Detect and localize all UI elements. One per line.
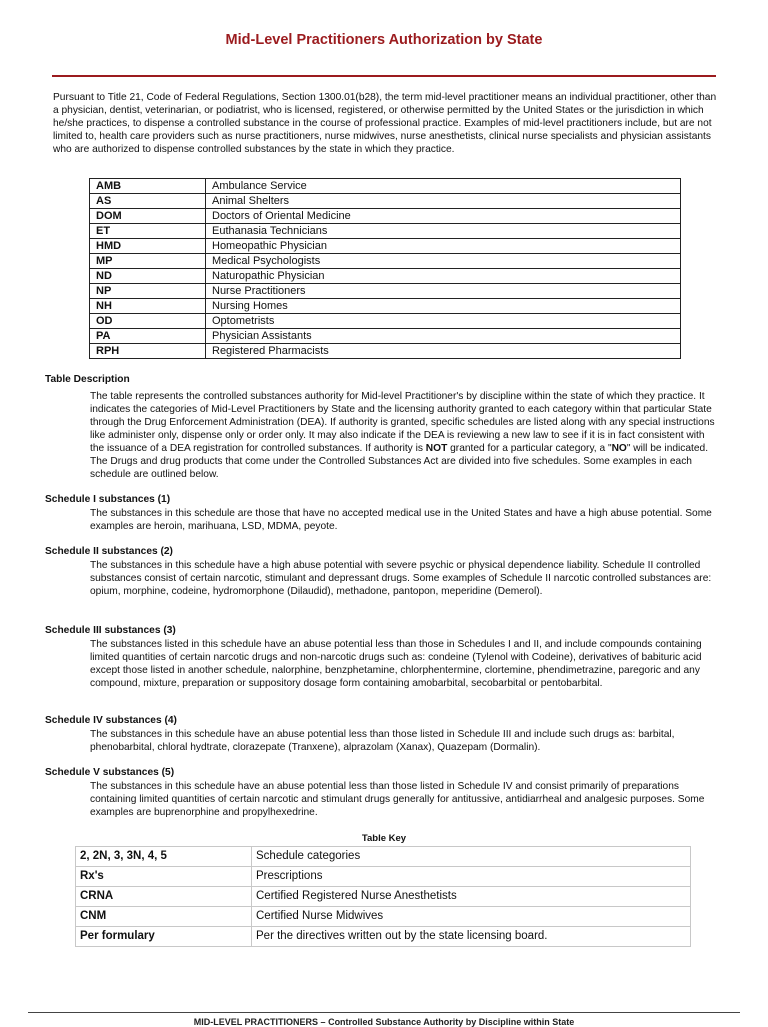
key-code: Rx's [76, 867, 252, 887]
key-meaning: Per the directives written out by the state licensing board. [252, 927, 691, 947]
table-key-title: Table Key [361, 833, 407, 844]
table-row [90, 209, 681, 224]
abbr-code: NP [90, 284, 206, 299]
no-emphasis: NO [611, 443, 627, 454]
schedule-5-heading: Schedule V substances (5) [45, 767, 175, 778]
table-description-text [90, 390, 718, 481]
abbr-name: Euthanasia Technicians [206, 224, 681, 239]
abbr-code: MP [90, 254, 206, 269]
schedule-2-text: The substances in this schedule have a high abuse potential with severe psychic or physical dependence liability. Schedule II controlled substances consist of certain narcotic, stimulant and depressant drugs. Some examples of Schedule II narcotic controlled substances are: opium, morphine, codeine, hydromorphone (Dilaudid), methadone, pantopon, meperidine (Demerol). [90, 560, 712, 597]
not-emphasis: NOT [425, 443, 448, 454]
schedule-5-text: The substances in this schedule have an abuse potential less than those listed in Schedule IV and consist primarily of preparations containing limited quantities of certain narcotic and stimulant drugs generally for antitussive, antidiarrheal and analgesic purposes. Some examples are buprenorphine and propylhexedrine. [90, 781, 705, 818]
schedule-1-text: The substances in this schedule are those that have no accepted medical use in the United States and have a high abuse potential. Some examples are heroin, marihuana, LSD, MDMA, peyote. [90, 508, 712, 532]
schedule-3-heading: Schedule III substances (3) [45, 625, 176, 636]
abbr-name: Nurse Practitioners [206, 284, 681, 299]
schedule-4-text: The substances in this schedule have an abuse potential less than those listed in Schedule III and include such drugs as: barbital, phenobarbital, chloral hydtrate, clorazepate (Tranxene), alprazolam (Xanax), Quazepam (Dormalin). [90, 729, 675, 753]
abbr-code: AMB [90, 179, 206, 194]
key-code: Per formulary [76, 927, 252, 947]
description-text-part: granted for a particular category, a " [447, 443, 612, 454]
key-meaning: Schedule categories [252, 847, 691, 867]
abbr-code: ET [90, 224, 206, 239]
abbr-name: Naturopathic Physician [206, 269, 681, 284]
table-row [90, 329, 681, 344]
abbr-name: Doctors of Oriental Medicine [206, 209, 681, 224]
abbr-code: RPH [90, 344, 206, 359]
abbr-name: Registered Pharmacists [206, 344, 681, 359]
table-row [76, 927, 691, 947]
description-text-part: The table represents the controlled substances authority for Mid-level Practitioner's by discipline within the state of which they practice. It indicates the categories of Mid-Level Practitioners by State and the licensing authority granted to each category within that particular State through the Drug Enforcement Administration (DEA). If authority is granted, specific schedules are listed along with any special instructions like administer only, dispense only or order only. It may also indicate if the DEA is reviewing a new law to see if it is in fact consistent with the issuance of a DEA registration for controlled substances. If authority is [90, 391, 715, 454]
table-key [75, 846, 691, 947]
schedule-2-heading: Schedule II substances (2) [45, 546, 173, 557]
table-row [90, 314, 681, 329]
key-code: CNM [76, 907, 252, 927]
schedule-1-heading: Schedule I substances (1) [45, 494, 171, 505]
table-row [76, 867, 691, 887]
abbr-name: Nursing Homes [206, 299, 681, 314]
page-title: Mid-Level Practitioners Authorization by State [225, 32, 543, 48]
table-row [90, 284, 681, 299]
key-code: CRNA [76, 887, 252, 907]
intro-paragraph: Pursuant to Title 21, Code of Federal Regulations, Section 1300.01(b28), the term mid-level practitioner means an individual practitioner, other than a physician, dentist, veterinarian, or podiatrist, who is licensed, registered, or otherwise permitted by the United States or the jurisdiction in which he/she practices, to dispense a controlled substance in the course of professional practice. Examples of mid-level practitioners include, but are not limited to, health care providers such as nurse practitioners, nurse midwives, nurse anesthetists, clinical nurse specialists and physician assistants who are authorized to dispense controlled substances by the state in which they practice. [53, 92, 717, 155]
key-meaning: Certified Nurse Midwives [252, 907, 691, 927]
abbr-name: Physician Assistants [206, 329, 681, 344]
table-row [90, 269, 681, 284]
footer-divider [28, 1012, 740, 1013]
table-row [90, 194, 681, 209]
abbr-code: HMD [90, 239, 206, 254]
key-code: 2, 2N, 3, 3N, 4, 5 [76, 847, 252, 867]
abbr-code: NH [90, 299, 206, 314]
key-meaning: Prescriptions [252, 867, 691, 887]
table-row [90, 179, 681, 194]
abbreviation-table [89, 178, 681, 359]
table-row [76, 907, 691, 927]
page-footer: MID-LEVEL PRACTITIONERS – Controlled Substance Authority by Discipline within State [193, 1017, 575, 1027]
table-row [90, 254, 681, 269]
abbr-name: Animal Shelters [206, 194, 681, 209]
abbr-name: Optometrists [206, 314, 681, 329]
abbr-name: Medical Psychologists [206, 254, 681, 269]
abbr-code: ND [90, 269, 206, 284]
abbr-name: Ambulance Service [206, 179, 681, 194]
abbr-code: OD [90, 314, 206, 329]
table-row [76, 887, 691, 907]
schedule-3-text: The substances listed in this schedule have an abuse potential less than those in Schedules I and II, and include compounds containing limited quantities of certain narcotic drugs and non-narcotic drugs such as: condeine (Tylenol with Codeine), derivatives of babituric acid except those listed in another schedule, nalorphine, benzphetamine, chlorphentermine, clortemine, phendimetrazine, paregoric and any compound, mixture, preparation or suppository dosage form containing amobarbital, secobarbital or pentobarbital. [90, 639, 702, 689]
table-row [90, 299, 681, 314]
description-text-part: " will be indicated. The Drugs and drug products that come under the Controlled Substances Act are divided into five schedules. Some examples in each schedule are outlined below. [90, 443, 709, 480]
table-row [76, 847, 691, 867]
table-row [90, 344, 681, 359]
abbr-name: Homeopathic Physician [206, 239, 681, 254]
schedule-4-heading: Schedule IV substances (4) [45, 715, 177, 726]
abbr-code: DOM [90, 209, 206, 224]
title-divider [52, 75, 716, 77]
key-meaning: Certified Registered Nurse Anesthetists [252, 887, 691, 907]
table-description-heading: Table Description [45, 374, 130, 385]
table-row [90, 239, 681, 254]
table-row [90, 224, 681, 239]
abbr-code: PA [90, 329, 206, 344]
abbr-code: AS [90, 194, 206, 209]
